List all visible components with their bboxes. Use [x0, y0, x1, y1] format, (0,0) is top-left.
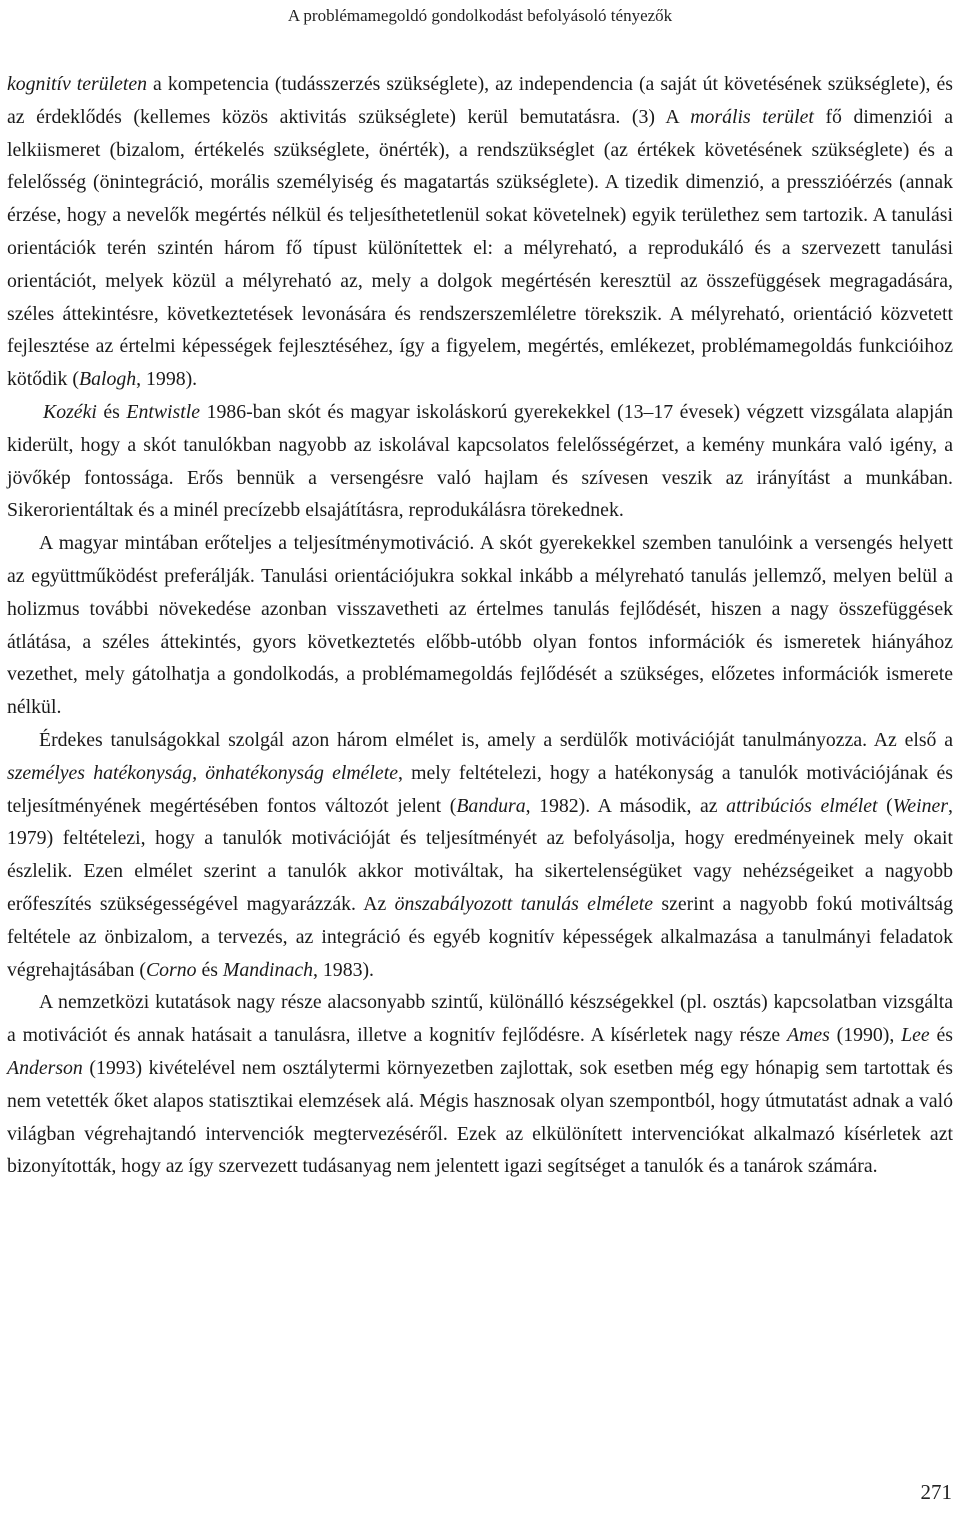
italic-term: önszabályozott tanulás elmélete: [394, 892, 654, 915]
text-run: , 1982). A második, az: [525, 794, 727, 817]
italic-term: Entwistle: [126, 400, 201, 423]
text-run: és: [929, 1024, 953, 1047]
running-header: A problémamegoldó gondolkodást befolyásoló tényezők: [287, 6, 673, 25]
body-text: [7, 68, 953, 1183]
paragraph-1: [7, 68, 953, 396]
text-run: (1990),: [829, 1024, 902, 1047]
italic-term: Corno: [145, 958, 197, 981]
italic-term: kognitív területen: [7, 73, 148, 95]
text-run: , mely feltételezi, hogy a hatékonyság a tanulók motivációjának és teljesítményének megértésében fontos változót jelent (: [7, 761, 953, 817]
italic-term: Mandinach: [222, 958, 314, 981]
text-run: , 1983).: [313, 958, 375, 981]
text-run: Érdekes tanulságokkal szolgál azon három elmélet is, amely a serdülők motivációját tanulmányozza. Az első a: [39, 728, 953, 751]
italic-term: Weiner: [892, 794, 949, 817]
text-run: és: [196, 958, 223, 981]
text-run: , 1998).: [136, 368, 198, 391]
text-run: A nemzetközi kutatások nagy része alacsonyabb szintű, különálló készségekkel (pl. osztás) kapcsolatban vizsgálta a motivációt és annak hatásait a tanulásra, illetve a kognitív fejlődésre. A kísérletek nagy része: [7, 991, 953, 1047]
text-run: (: [877, 794, 893, 817]
text-run: fő dimenziói a lelkiismeret (bizalom, értékelés szükséglete, önérték), a rendszükséglet (az értékek követésének szükséglete) és a felelősség (önintegráció, morális személyiség és magatartás szükséglete). A tizedik dimenzió, a presszióérzés (annak érzése, hogy a nevelők megértés nélkül és teljesíthetetlenül sokat követelnek) egyik területhez sem tartozik. A tanulási orientációk terén szintén három fő típust különítettek el: a mélyreható, a reprodukáló és a szervezett tanulási orientációt, melyek közül a mélyreható az, mely a dolgok megértésén keresztül az összefüggések megragadására, széles áttekintésre, következtetések levonására és rendszerszemléletre törekszik. A mélyreható, orientáció közvetett fejlesztése az értelmi képességek fejlesztéséhez, így a figyelem, megértés, emlékezet, problémamegoldás funkcióihoz kötődik (: [7, 105, 953, 391]
paragraph-4: [7, 724, 953, 986]
italic-term: Anderson: [7, 1056, 83, 1079]
text-run: 1986-ban skót és magyar iskoláskorú gyerekekkel (13–17 évesek) végzett vizsgálata alapján kiderült, hogy a skót tanulókban nagyobb az iskolával kapcsolatos felelősségérzet, a kemény munkára való igény, a jövőkép fontossága. Erős bennük a versengésre való hajlam és szívesen veszik az irányítást a munkában. Sikerorientáltak és a minél precízebb elsajátításra, reprodukálásra törekednek.: [7, 400, 953, 522]
text-run: A magyar mintában erőteljes a teljesítménymotiváció. A skót gyerekekkel szemben tanulóink a versengés helyett az együttműködést preferálják. Tanulási orientációjukra sokkal inkább a mélyreható tanulás jellemző, melyen belül a holizmus további növekedése azonban visszavetheti az értelmes tanulás fejlődését, hiszen a nagy összefüggések átlátása, a széles áttekintés, gyors következtetés előbb-utóbb olyan fontos információk és ismeretek hiányához vezethet, mely gátolhatja a gondolkodás, a problémamegoldás fejlődését a szükséges, előzetes információk ismerete nélkül.: [7, 532, 953, 719]
page-number: 271: [920, 1480, 952, 1504]
paragraph-2: [7, 396, 953, 527]
italic-term: Ames: [786, 1024, 830, 1047]
italic-term: Kozéki: [43, 400, 97, 423]
italic-term: személyes hatékonyság, önhatékonyság elmélete: [7, 761, 398, 784]
text-run: , 1979) feltételezi, hogy a tanulók motivációját és teljesítményét az befolyásolja, hogy eredményeinek mely okait észlelik. Ezen elmélet szerint a tanulók akkor motiváltak, ha sikertelenségüket vagy nehézségeiket a nagyobb erőfeszítés szükségességével magyarázzák. Az: [7, 794, 953, 915]
italic-term: Bandura: [456, 794, 526, 817]
text-run: és: [96, 400, 127, 423]
italic-term: Balogh: [78, 368, 137, 391]
text-run: szerint a nagyobb fokú motiváltság feltétele az önbizalom, a tervezés, az integráció és egyéb kognitív képességek alkalmazása a tanulmányi feladatok végrehajtásában (: [7, 892, 953, 981]
italic-term: Lee: [901, 1024, 930, 1047]
paragraph-3: [7, 527, 953, 724]
italic-term: morális terület: [690, 105, 814, 128]
italic-term: attribúciós elmélet: [726, 794, 878, 817]
text-run: a kompetencia (tudásszerzés szükséglete), az independencia (a saját út követésének szükséglete), és az érdeklődés (kellemes közös aktivitás szükséglete) kerül bemutatásra. (3) A: [7, 73, 953, 128]
paragraph-5: [7, 986, 953, 1183]
text-run: (1993) kivételével nem osztálytermi környezetben zajlottak, sok esetben még egy hónapig sem tartottak és nem vetették őket alapos statisztikai elemzések alá. Mégis hasznosak olyan szempontból, hogy útmutatást adnak a való világban végrehajtandó intervenciók megtervezéséről. Ezek az elkülönített intervenciókat alkalmazó kísérletek azt bizonyították, hogy az így szervezett tudásanyag nem jelentett igazi segítséget a tanulók és a tanárok számára.: [7, 1056, 953, 1178]
